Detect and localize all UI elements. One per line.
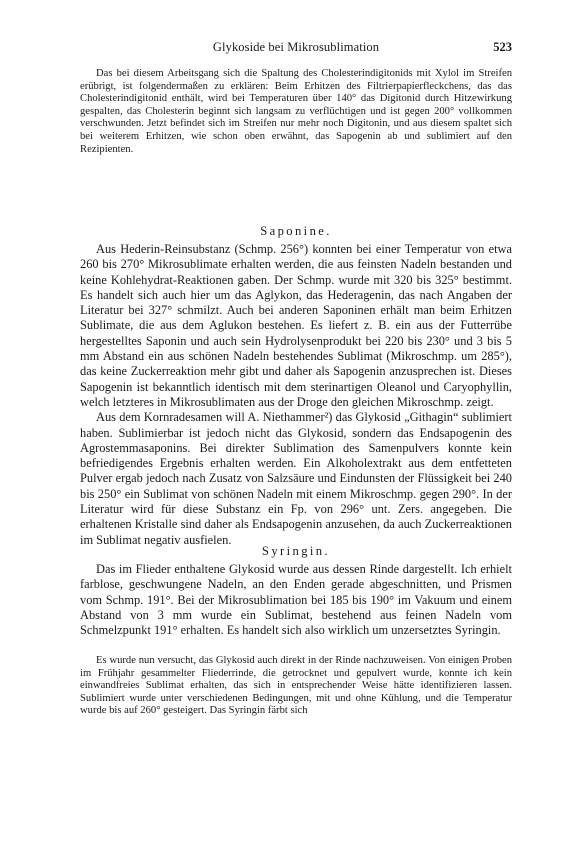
page-number: 523 (493, 40, 512, 54)
saponine-paragraph-1: Aus Hederin-Reinsubstanz (Schmp. 256°) konnten bei einer Temperatur von etwa 260 bis 270° Mikrosublimate erhalten werden, die aus feinsten Nadeln bestanden und keine Kohlehydrat-Reaktionen gaben. Der Schmp. wurde mit 320 bis 325° bestimmt. Es handelt sich auch hier um das Aglykon, das Hederagenin, das nach Angaben der Literatur bei 327° schmilzt. Auch bei anderen Saponinen erhält man beim Erhitzen Sublimate, die aus dem Aglukon bestehen. Es liefert z. B. ein aus der Futterrübe hergestelltes Saponin und auch sein Hydrolysenprodukt bei 220 bis 230° und 3 bis 5 mm Abstand ein aus schönen Nadeln bestehendes Sublimat (Mikroschmp. um 285°), das keine Zuckerreaktion mehr gibt und daher als Sapogenin anzusprechen ist. Dieses Sapogenin ist bekanntlich identisch mit dem sterinartigen Oleanol und Caryophyllin, welch letzteres in Mikrosublimaten aus der Droge den gleichen Mikroschmp. zeigt. (80, 242, 512, 409)
intro-paragraph (80, 68, 512, 156)
syringin-small-paragraph (80, 655, 512, 718)
syringin-small-text: Es wurde nun versucht, das Glykosid auch direkt in der Rinde nachzuweisen. Von einigen Proben im Frühjahr gesammelter Fliederrinde, die getrocknet und gepulvert wurde, konnte ich kein einwandfreies Sublimat erhalten, das sich in entsprechender Weise hätte identifizieren lassen. Sublimiert wurde unter verschiedenen Bedingungen, mit und ohne Kühlung, und die Temperatur wurde bis auf 260° gesteigert. Das Syringin färbt sich (80, 655, 512, 717)
syringin-body (80, 562, 512, 638)
running-title: Glykoside bei Mikrosublimation (212, 40, 380, 54)
intro-text: Das bei diesem Arbeitsgang sich die Spaltung des Cholesterindigitonids mit Xylol im Streifen erübrigt, ist folgendermaßen zu erklären: Beim Erhitzen des Filtrierpapierfleckchens, das das Cholesterindigitonid enthält, wird bei Temperaturen über 140° das Digitonid durch Hitzewirkung gespalten, das Cholesterin beginnt sich langsam zu verflüchtigen und ist gegen 200° vollkommen verschwunden. Jetzt befindet sich im Streifen nur mehr noch Digitonin, und aus diesem spaltet sich bei weiterem Erhitzen, wie schon oben erwähnt, das Sapogenin ab und sublimiert auf den Rezipienten. (80, 68, 512, 155)
saponine-paragraph-2: Aus dem Kornradesamen will A. Niethammer²) das Glykosid „Githagin“ sublimiert haben. Sublimierbar ist jedoch nicht das Glykosid, sondern das Endsapogenin des Agrostemmasaponins. Bei direkter Sublimation des Samenpulvers konnte kein befriedigendes Ergebnis erhalten werden. Ein Alkoholextrakt aus dem entfetteten Pulver ergab jedoch nach Zusatz von Salzsäure und Eindunsten der Flüssigkeit bei 240 bis 250° ein Sublimat von schönen Nadeln mit einem Mikroschmp. gegen 290°. In der Literatur wird für diese Substanz ein Fp. von 296° unt. Zers. angegeben. Die erhaltenen Kristalle sind daher als Endsapogenin anzusehen, da auch Zuckerreaktionen im Sublimat negativ ausfielen. (80, 410, 512, 547)
syringin-paragraph-1: Das im Flieder enthaltene Glykosid wurde aus dessen Rinde dargestellt. Ich erhielt farblose, geschwungene Nadeln, an den Enden gerade abgeschnitten, und Prismen vom Schmp. 191°. Bei der Mikrosublimation bei 185 bis 190° im Vakuum und einem Abstand von 3 mm wurde ein Sublimat, bestehend aus feinen Nadeln vom Schmelzpunkt 191° erhalten. Es handelt sich also wirklich um unzersetztes Syringin. (80, 562, 512, 638)
page-header (80, 40, 512, 56)
section-heading-syringin: Syringin. (261, 544, 331, 558)
saponine-body (80, 242, 512, 548)
section-heading-saponine: Saponine. (260, 224, 332, 238)
